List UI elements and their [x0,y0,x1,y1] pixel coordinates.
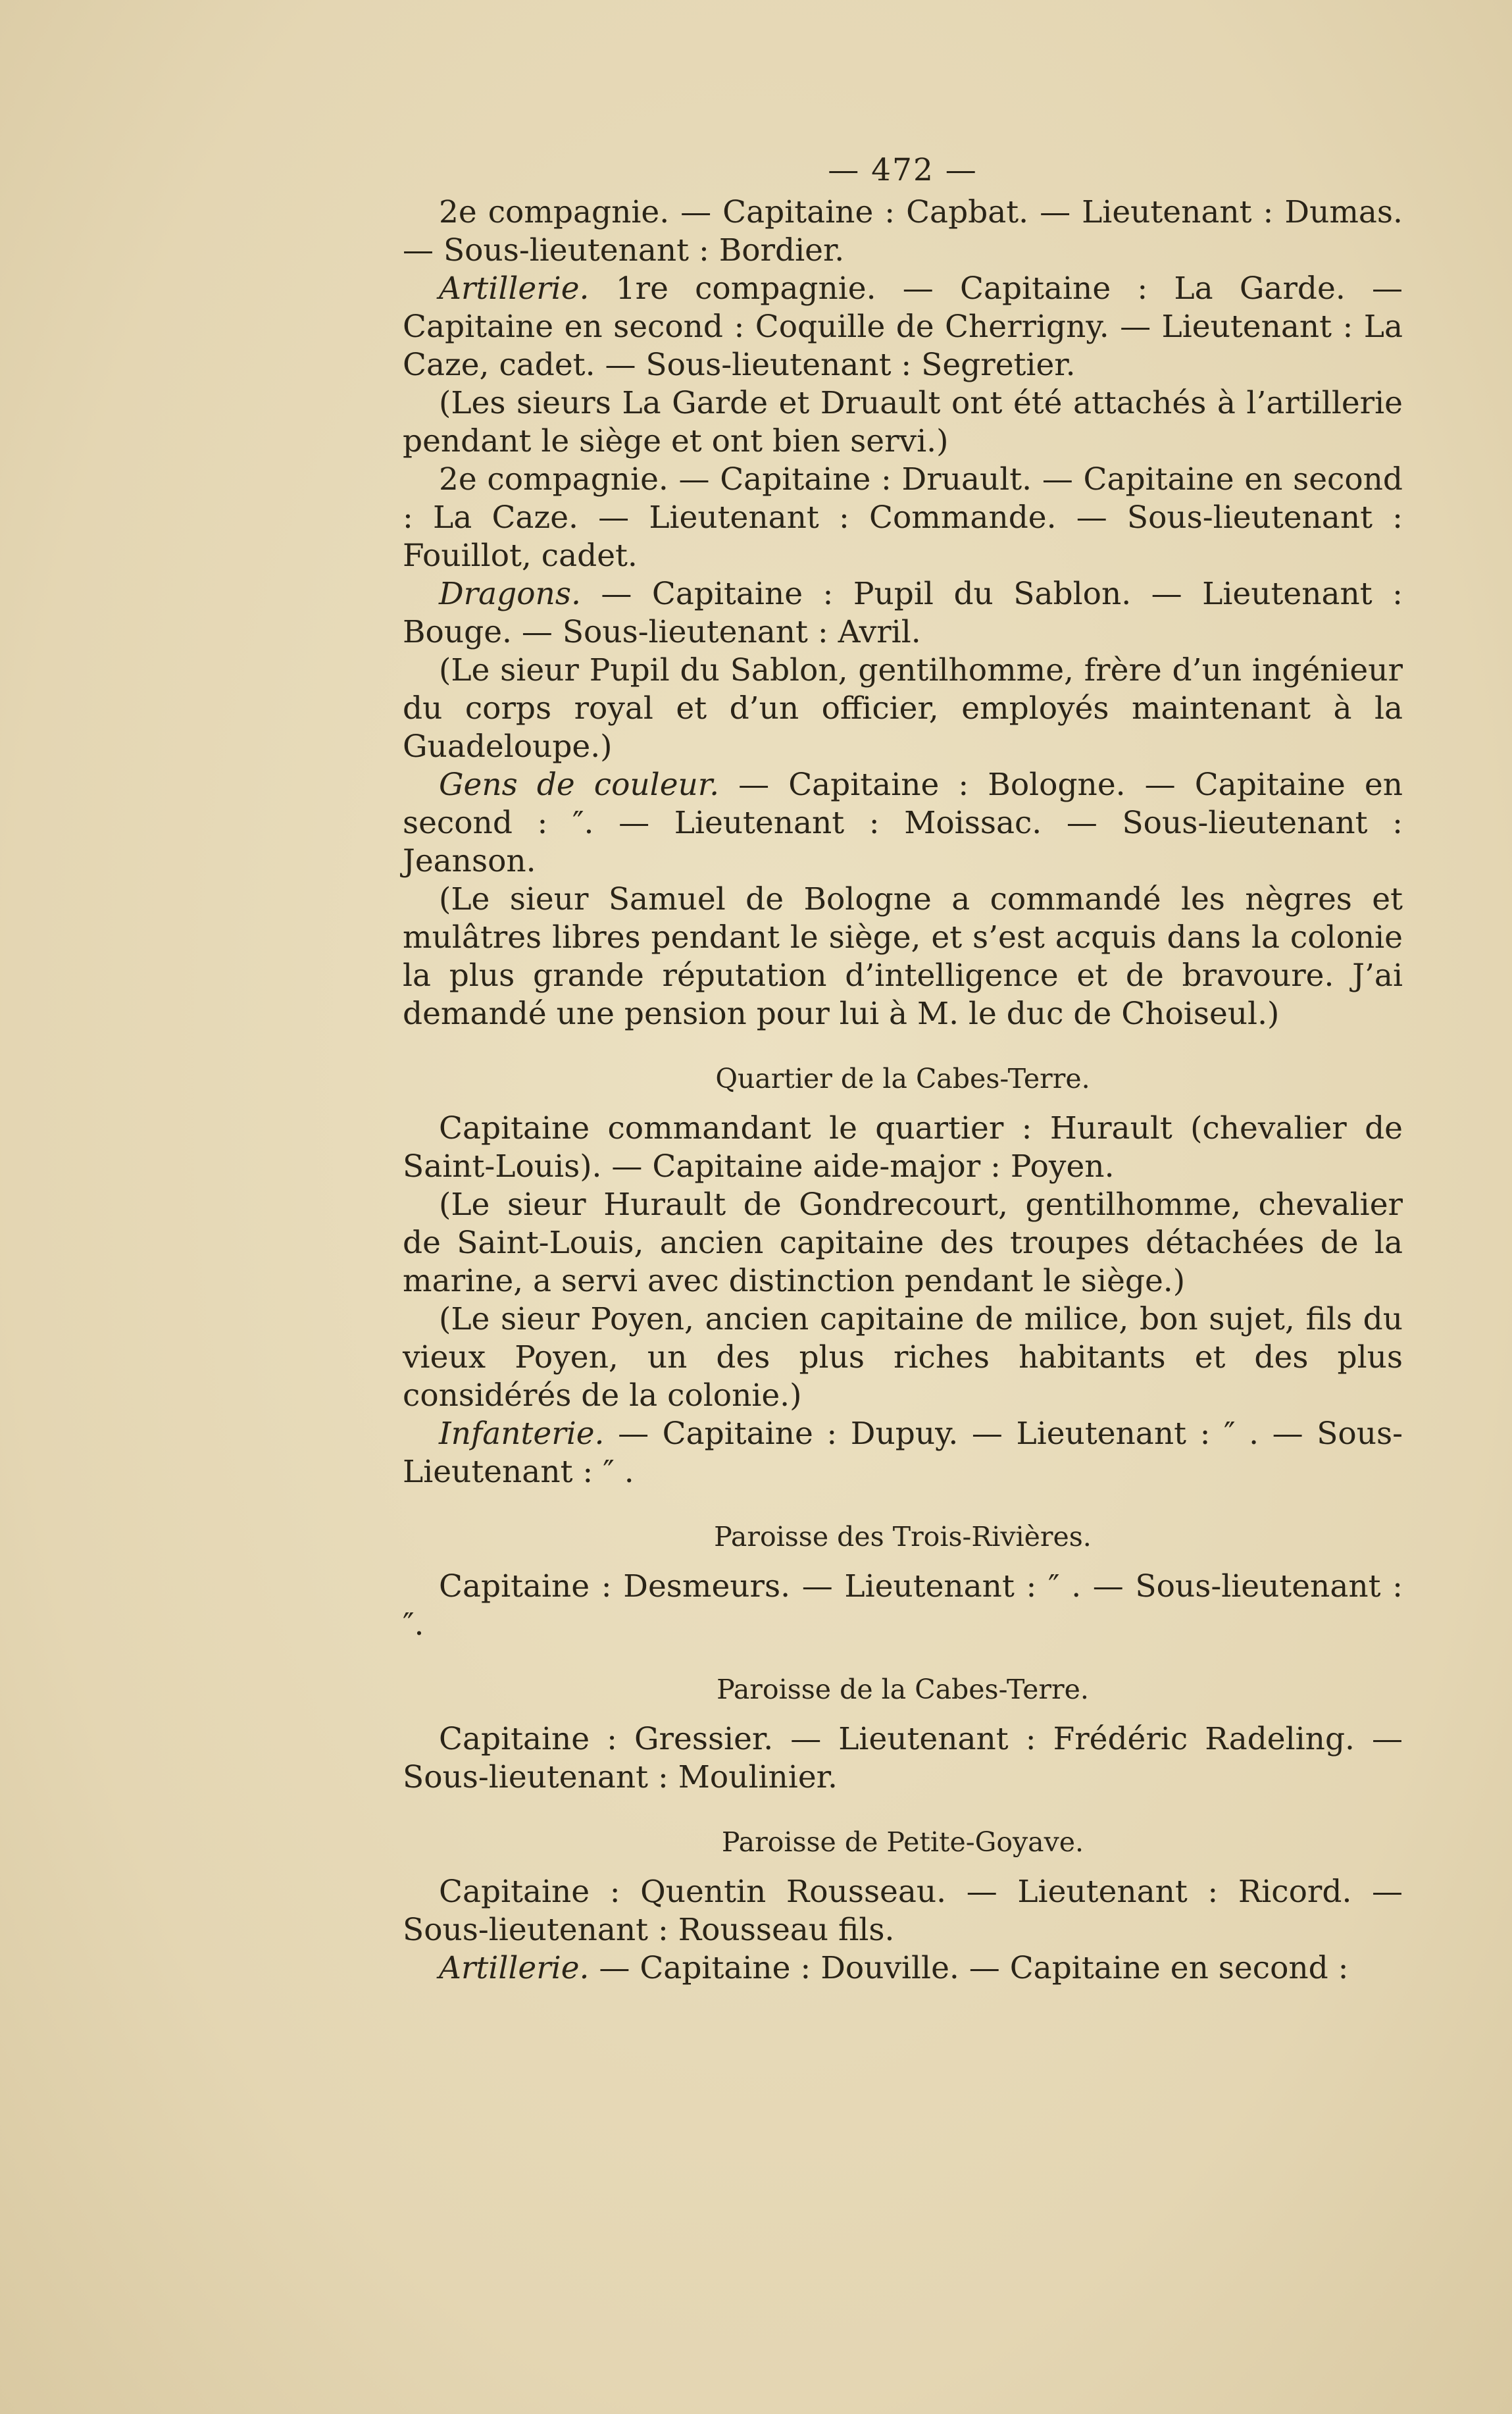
paragraph [403,1110,1403,1186]
paragraph [403,461,1403,575]
paragraph-text: (Le sieur Pupil du Sablon, gentilhomme, frère d’un ingénieur du corps royal et d’un officier, employés maintenant à la Guadeloupe.) [403,652,1403,765]
paragraph [403,1873,1403,1949]
paragraph-lead: Infanterie. [439,1416,605,1452]
paragraph [403,1415,1403,1491]
section-s2 [403,1518,1403,1644]
section-heading: Paroisse de la Cabes-Terre. [717,1674,1089,1705]
paragraph [403,193,1403,270]
section-s1 [403,1060,1403,1491]
paragraph-text: — Capitaine : Dupuy. — Lieutenant : ″ . — Sous-Lieutenant : ″ . [403,1416,1403,1490]
text-block [403,151,1403,1988]
section-heading: Paroisse des Trois-Rivières. [714,1521,1092,1553]
paragraph-text: (Les sieurs La Garde et Druault ont été attachés à l’artillerie pendant le siège et ont bien servi.) [403,385,1403,459]
paragraph-text: 1re compagnie. — Capitaine : La Garde. — Capitaine en second : Coquille de Cherrigny. — Lieutenant : La Caze, cadet. — Sous-lieutenant : Segretier. [403,270,1403,383]
paragraph [403,652,1403,766]
paragraph [403,1300,1403,1415]
section-s3 [403,1670,1403,1797]
paragraph [403,1186,1403,1300]
paragraph [403,1720,1403,1797]
paragraph [403,575,1403,652]
section-heading: Quartier de la Cabes-Terre. [715,1063,1090,1094]
paragraph [403,766,1403,881]
paragraph-text: Capitaine : Desmeurs. — Lieutenant : ″ . — Sous-lieutenant : ″. [403,1568,1403,1643]
paragraph-text: 2e compagnie. — Capitaine : Capbat. — Lieutenant : Dumas. — Sous-lieutenant : Bordier. [403,194,1403,269]
paragraph [403,1949,1403,1988]
sections [403,1060,1403,1988]
paragraph-text: (Le sieur Samuel de Bologne a commandé les nègres et mulâtres libres pendant le siège, et s’est acquis dans la colonie la plus grande réputation d’intelligence et de bravoure. J’ai demandé une pension pour lui à M. le duc de Choiseul.) [403,881,1403,1032]
paragraph-text: — Capitaine : Bologne. — Capitaine en second : ″. — Lieutenant : Moissac. — Sous-lieutenant : Jeanson. [403,767,1403,879]
paragraph-text: Capitaine commandant le quartier : Hurault (chevalier de Saint-Louis). — Capitaine aide-major : Poyen. [403,1110,1403,1185]
paragraph-lead: Gens de couleur. [439,767,720,803]
paragraph-lead: Artillerie. [439,270,590,307]
paragraph [403,1568,1403,1644]
page-number: — 472 — [828,152,978,188]
intro-paragraphs [403,193,1403,1033]
paragraph-text: Capitaine : Gressier. — Lieutenant : Frédéric Radeling. — Sous-lieutenant : Moulinier. [403,1721,1403,1795]
section-heading: Paroisse de Petite-Goyave. [721,1826,1084,1858]
paragraph [403,270,1403,384]
paragraph-text: — Capitaine : Douville. — Capitaine en second : [589,1950,1349,1986]
paragraph-text: (Le sieur Poyen, ancien capitaine de milice, bon sujet, fils du vieux Poyen, un des plus riches habitants et des plus considérés de la colonie.) [403,1301,1403,1414]
paragraph [403,881,1403,1033]
paragraph [403,384,1403,461]
paragraph-lead: Artillerie. [439,1950,590,1986]
paragraph-text: — Capitaine : Pupil du Sablon. — Lieutenant : Bouge. — Sous-lieutenant : Avril. [403,576,1403,650]
paragraph-lead: Dragons. [439,576,581,612]
section-s4 [403,1823,1403,1988]
paragraph-text: Capitaine : Quentin Rousseau. — Lieutenant : Ricord. — Sous-lieutenant : Rousseau fils. [403,1874,1403,1948]
paragraph-text: 2e compagnie. — Capitaine : Druault. — Capitaine en second : La Caze. — Lieutenant : Commande. — Sous-lieutenant : Fouillot, cadet. [403,461,1403,574]
paragraph-text: (Le sieur Hurault de Gondrecourt, gentilhomme, chevalier de Saint-Louis, ancien capitaine des troupes détachées de la marine, a servi avec distinction pendant le siège.) [403,1187,1403,1299]
